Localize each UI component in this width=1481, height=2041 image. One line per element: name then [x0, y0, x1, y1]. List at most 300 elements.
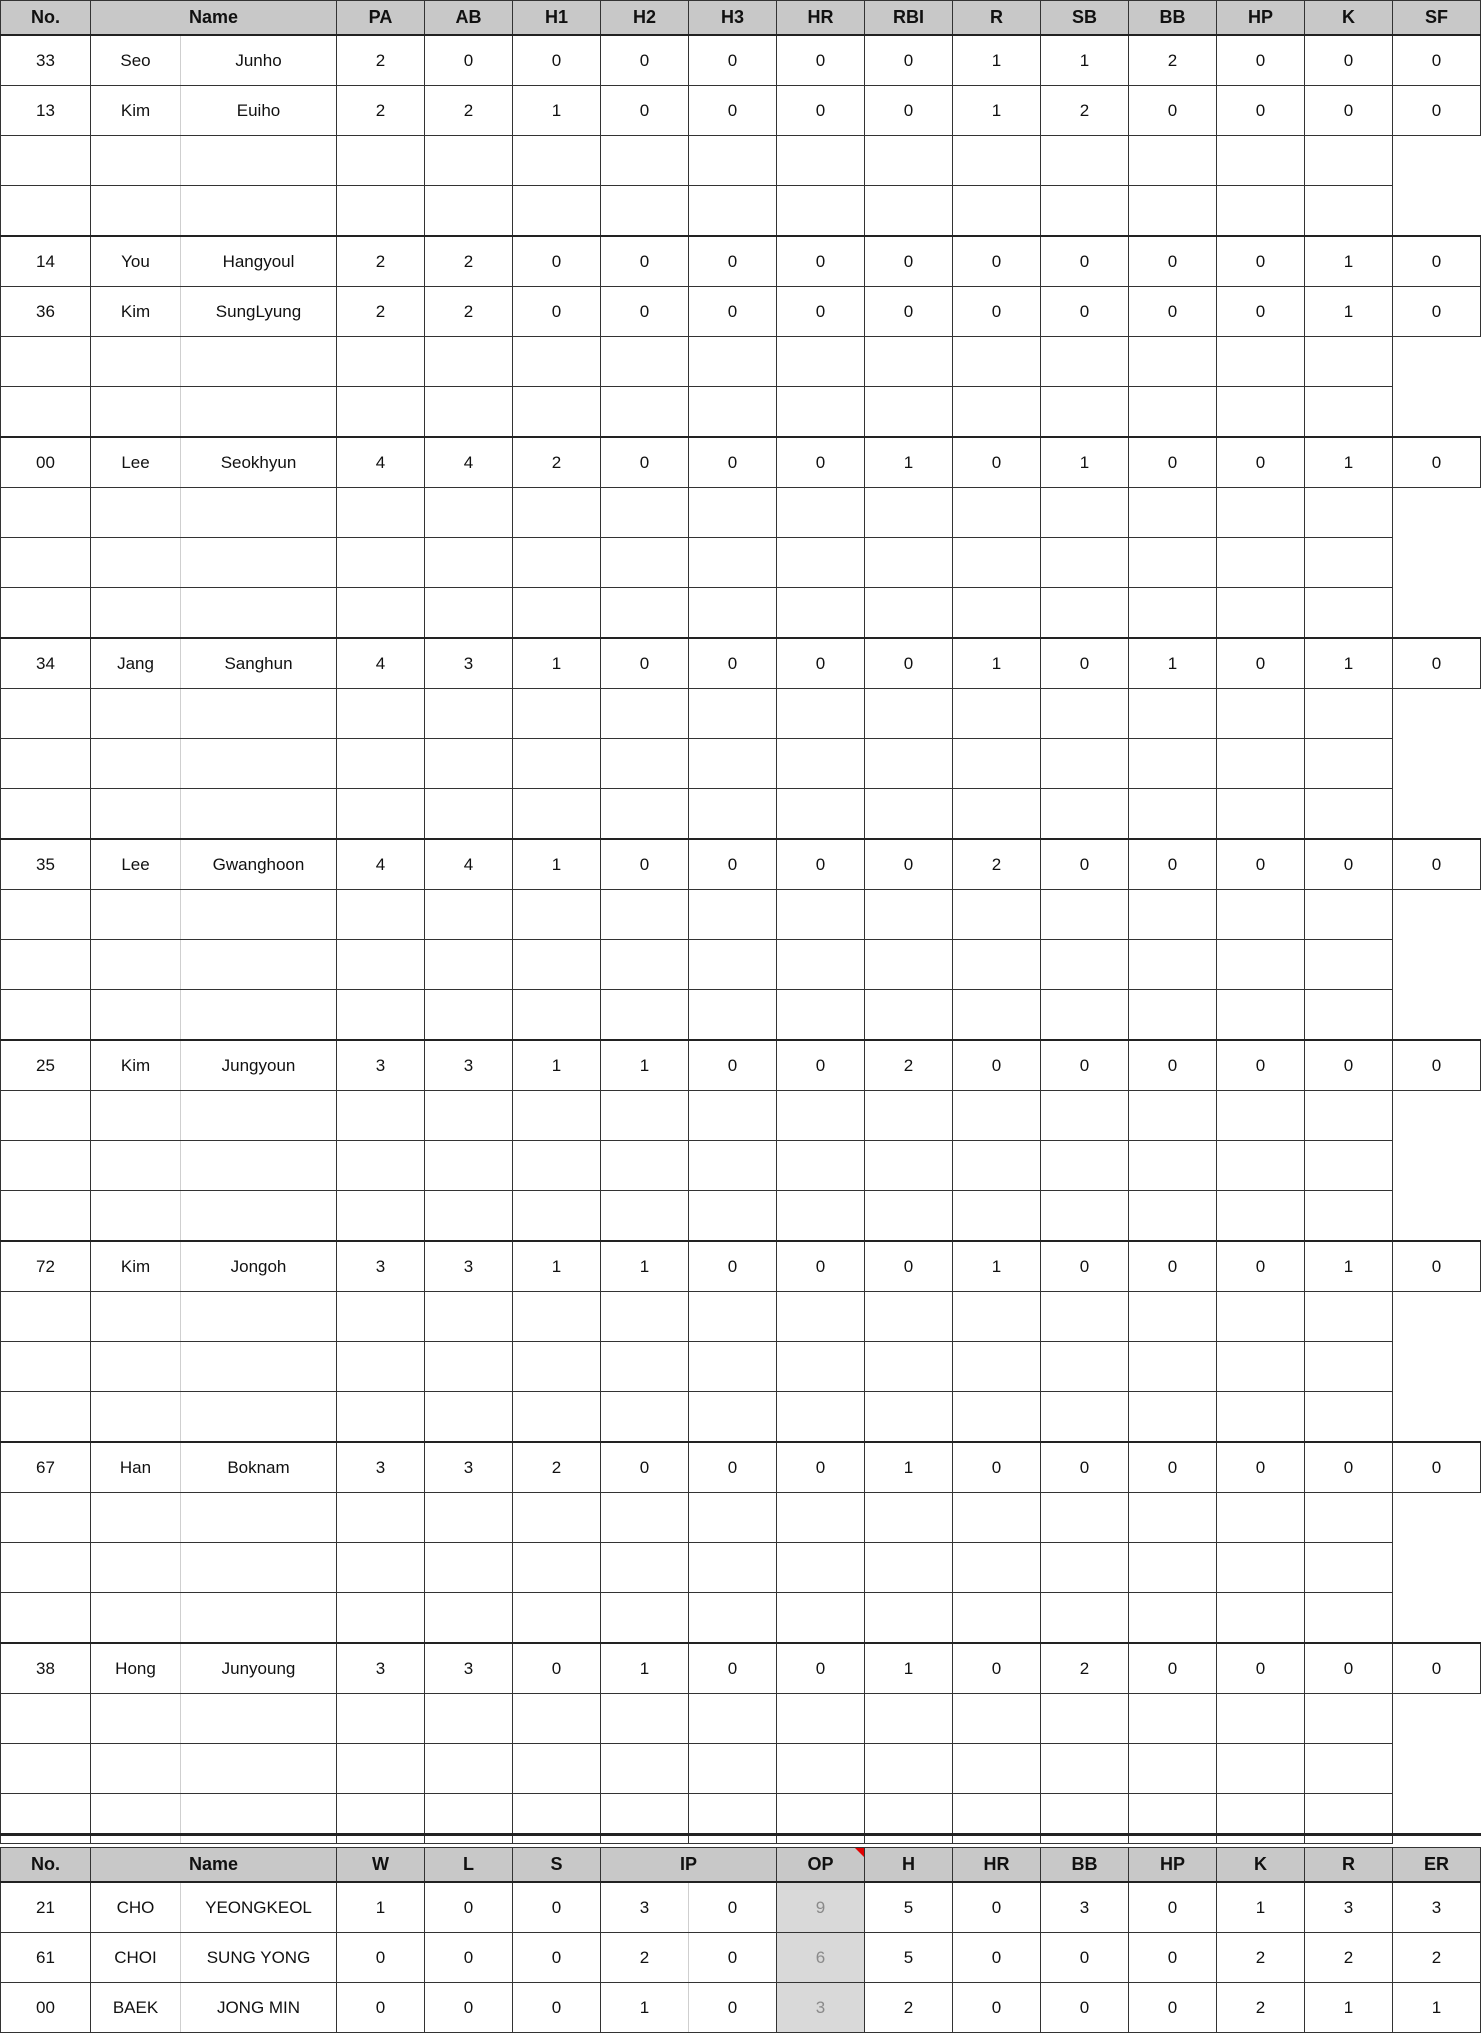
blank-cell — [425, 186, 513, 237]
blank-row — [1, 1493, 1481, 1543]
stat-hp: 0 — [1217, 638, 1305, 689]
stat-bb: 0 — [1129, 1643, 1217, 1694]
blank-cell — [337, 1794, 425, 1844]
player-last-name: Hong — [91, 1643, 181, 1694]
blank-cell — [1129, 1543, 1217, 1593]
blank-cell — [1041, 1493, 1129, 1543]
stat-h3: 0 — [689, 839, 777, 890]
blank-cell — [337, 538, 425, 588]
batting-col-ab: AB — [425, 1, 513, 36]
blank-cell — [777, 136, 865, 186]
blank-cell — [1217, 1392, 1305, 1443]
comment-indicator-icon[interactable] — [855, 1848, 864, 1857]
blank-cell — [1041, 990, 1129, 1041]
player-last-name: Seo — [91, 35, 181, 86]
blank-cell — [777, 890, 865, 940]
stat-h2: 0 — [601, 236, 689, 287]
blank-cell — [337, 1543, 425, 1593]
blank-cell — [865, 940, 953, 990]
blank-cell — [953, 739, 1041, 789]
blank-cell — [1, 337, 91, 387]
stat-h1: 2 — [513, 1442, 601, 1493]
blank-cell — [181, 488, 337, 538]
blank-cell — [337, 1292, 425, 1342]
blank-cell — [689, 538, 777, 588]
blank-cell — [865, 488, 953, 538]
pitcher-last-name: CHOI — [91, 1933, 181, 1983]
stat-op: 6 — [777, 1933, 865, 1983]
blank-cell — [1129, 1392, 1217, 1443]
blank-cell — [865, 1392, 953, 1443]
stat-hp: 0 — [1217, 1241, 1305, 1292]
stat-hr: 0 — [777, 86, 865, 136]
blank-cell — [1129, 739, 1217, 789]
blank-cell — [1, 890, 91, 940]
blank-cell — [513, 488, 601, 538]
stat-r: 0 — [953, 1643, 1041, 1694]
blank-cell — [601, 789, 689, 840]
blank-cell — [1041, 488, 1129, 538]
blank-cell — [1, 689, 91, 739]
blank-cell — [689, 387, 777, 438]
blank-cell — [337, 186, 425, 237]
blank-cell — [337, 1392, 425, 1443]
blank-cell — [181, 1593, 337, 1644]
stat-hr: 0 — [953, 1882, 1041, 1933]
stat-w: 1 — [337, 1882, 425, 1933]
blank-cell — [91, 1744, 181, 1794]
blank-cell — [337, 387, 425, 438]
player-last-name: Han — [91, 1442, 181, 1493]
blank-cell — [425, 1342, 513, 1392]
blank-cell — [601, 136, 689, 186]
blank-cell — [1217, 1191, 1305, 1242]
blank-cell — [777, 538, 865, 588]
blank-cell — [513, 136, 601, 186]
blank-cell — [689, 689, 777, 739]
blank-cell — [91, 940, 181, 990]
stat-s: 0 — [513, 1933, 601, 1983]
blank-cell — [953, 789, 1041, 840]
blank-cell — [425, 940, 513, 990]
blank-cell — [1041, 1392, 1129, 1443]
pitching-col-hr: HR — [953, 1848, 1041, 1883]
player-number: 14 — [1, 236, 91, 287]
blank-cell — [865, 337, 953, 387]
blank-cell — [865, 1694, 953, 1744]
blank-cell — [1129, 1744, 1217, 1794]
stat-r: 1 — [1305, 1983, 1393, 2033]
stat-ab: 4 — [425, 839, 513, 890]
batting-player-row — [1, 236, 1481, 287]
blank-cell — [425, 789, 513, 840]
stat-op: 3 — [777, 1983, 865, 2033]
blank-row — [1, 1342, 1481, 1392]
stat-h3: 0 — [689, 86, 777, 136]
blank-cell — [513, 890, 601, 940]
pitching-col-r: R — [1305, 1848, 1393, 1883]
blank-row — [1, 1543, 1481, 1593]
blank-cell — [181, 689, 337, 739]
stat-h1: 1 — [513, 638, 601, 689]
blank-cell — [337, 1342, 425, 1392]
blank-cell — [1305, 1694, 1393, 1744]
player-number: 34 — [1, 638, 91, 689]
blank-cell — [425, 488, 513, 538]
blank-cell — [425, 1593, 513, 1644]
blank-cell — [1041, 1694, 1129, 1744]
stat-k: 1 — [1305, 236, 1393, 287]
blank-cell — [601, 940, 689, 990]
pitching-col-l: L — [425, 1848, 513, 1883]
blank-cell — [1129, 789, 1217, 840]
blank-cell — [777, 1794, 865, 1844]
blank-cell — [1129, 186, 1217, 237]
stat-r: 0 — [953, 1442, 1041, 1493]
blank-cell — [425, 1141, 513, 1191]
batting-player-row — [1, 1040, 1481, 1091]
blank-cell — [777, 689, 865, 739]
blank-cell — [1, 739, 91, 789]
stat-k: 1 — [1305, 638, 1393, 689]
stat-rbi: 0 — [865, 287, 953, 337]
stat-pa: 4 — [337, 638, 425, 689]
batting-header — [1, 1, 1481, 36]
blank-cell — [1041, 1794, 1129, 1844]
blank-cell — [1041, 136, 1129, 186]
stat-sf: 0 — [1393, 236, 1481, 287]
batting-col-pa: PA — [337, 1, 425, 36]
blank-cell — [425, 387, 513, 438]
blank-cell — [1, 1794, 91, 1844]
pitching-col-bb: BB — [1041, 1848, 1129, 1883]
stat-pa: 4 — [337, 437, 425, 488]
blank-cell — [1217, 1593, 1305, 1644]
batting-col-sb: SB — [1041, 1, 1129, 36]
blank-cell — [513, 538, 601, 588]
stat-hr: 0 — [777, 236, 865, 287]
pitching-header-row — [1, 1848, 1481, 1883]
stat-h1: 0 — [513, 287, 601, 337]
blank-cell — [337, 1091, 425, 1141]
blank-cell — [777, 940, 865, 990]
blank-cell — [1217, 940, 1305, 990]
batting-col-r: R — [953, 1, 1041, 36]
blank-cell — [777, 488, 865, 538]
stat-hr: 0 — [777, 1040, 865, 1091]
stat-sf: 0 — [1393, 35, 1481, 86]
blank-cell — [91, 1141, 181, 1191]
batting-col-h3: H3 — [689, 1, 777, 36]
player-first-name: SungLyung — [181, 287, 337, 337]
blank-cell — [181, 1191, 337, 1242]
stat-sb: 0 — [1041, 839, 1129, 890]
blank-cell — [953, 940, 1041, 990]
blank-cell — [1, 990, 91, 1041]
blank-cell — [425, 689, 513, 739]
blank-row — [1, 1292, 1481, 1342]
stat-hp: 0 — [1217, 437, 1305, 488]
blank-cell — [865, 990, 953, 1041]
stat-bb: 0 — [1041, 1983, 1129, 2033]
blank-cell — [91, 789, 181, 840]
stat-rbi: 0 — [865, 35, 953, 86]
blank-cell — [337, 789, 425, 840]
player-first-name: Jungyoun — [181, 1040, 337, 1091]
blank-cell — [1129, 588, 1217, 639]
blank-cell — [1041, 1091, 1129, 1141]
batting-body — [1, 35, 1481, 1844]
stat-ab: 4 — [425, 437, 513, 488]
blank-cell — [1305, 1744, 1393, 1794]
blank-cell — [777, 1191, 865, 1242]
stat-h1: 0 — [513, 1643, 601, 1694]
stat-sf: 0 — [1393, 839, 1481, 890]
stat-h3: 0 — [689, 1241, 777, 1292]
blank-cell — [1305, 1292, 1393, 1342]
stat-rbi: 1 — [865, 1643, 953, 1694]
stat-r: 2 — [953, 839, 1041, 890]
blank-cell — [337, 1593, 425, 1644]
blank-cell — [1129, 136, 1217, 186]
stat-rbi: 0 — [865, 839, 953, 890]
blank-cell — [865, 1493, 953, 1543]
stat-pa: 3 — [337, 1643, 425, 1694]
blank-cell — [953, 1091, 1041, 1141]
stat-hr: 0 — [777, 839, 865, 890]
blank-cell — [1217, 136, 1305, 186]
blank-cell — [953, 990, 1041, 1041]
blank-cell — [1305, 1191, 1393, 1242]
blank-cell — [865, 1342, 953, 1392]
blank-cell — [689, 990, 777, 1041]
blank-cell — [1217, 1141, 1305, 1191]
blank-cell — [513, 1342, 601, 1392]
stat-hr: 0 — [953, 1983, 1041, 2033]
blank-row — [1, 1191, 1481, 1242]
blank-cell — [425, 1091, 513, 1141]
stat-ip-whole: 2 — [601, 1933, 689, 1983]
blank-cell — [1217, 990, 1305, 1041]
stat-hp: 0 — [1129, 1933, 1217, 1983]
pitching-body — [1, 1882, 1481, 2033]
stat-bb: 0 — [1129, 1040, 1217, 1091]
stat-h2: 1 — [601, 1040, 689, 1091]
pitching-player-row — [1, 1933, 1481, 1983]
blank-cell — [1, 387, 91, 438]
player-last-name: Kim — [91, 1241, 181, 1292]
pitching-player-row — [1, 1882, 1481, 1933]
blank-row — [1, 1744, 1481, 1794]
blank-cell — [425, 1744, 513, 1794]
blank-cell — [181, 1543, 337, 1593]
blank-cell — [1129, 1091, 1217, 1141]
blank-cell — [1305, 337, 1393, 387]
blank-cell — [1129, 387, 1217, 438]
blank-cell — [513, 1794, 601, 1844]
player-last-name: Kim — [91, 86, 181, 136]
blank-cell — [1217, 1091, 1305, 1141]
blank-cell — [777, 1342, 865, 1392]
blank-cell — [181, 1794, 337, 1844]
blank-cell — [689, 1392, 777, 1443]
blank-cell — [1041, 1191, 1129, 1242]
blank-cell — [601, 689, 689, 739]
batting-col-no: No. — [1, 1, 91, 36]
stat-hp: 0 — [1217, 287, 1305, 337]
blank-cell — [601, 588, 689, 639]
stat-h3: 0 — [689, 437, 777, 488]
blank-cell — [1129, 1593, 1217, 1644]
stat-h3: 0 — [689, 35, 777, 86]
blank-cell — [1129, 1141, 1217, 1191]
blank-cell — [601, 1593, 689, 1644]
blank-cell — [601, 1141, 689, 1191]
blank-cell — [1217, 689, 1305, 739]
blank-cell — [425, 1694, 513, 1744]
blank-cell — [953, 1292, 1041, 1342]
blank-cell — [953, 1141, 1041, 1191]
blank-cell — [425, 1191, 513, 1242]
blank-cell — [181, 940, 337, 990]
stat-w: 0 — [337, 1933, 425, 1983]
blank-cell — [513, 1091, 601, 1141]
blank-cell — [689, 1292, 777, 1342]
blank-cell — [91, 1543, 181, 1593]
stat-hr: 0 — [777, 35, 865, 86]
blank-cell — [1217, 1543, 1305, 1593]
blank-cell — [1, 186, 91, 237]
blank-cell — [181, 1141, 337, 1191]
player-number: 36 — [1, 287, 91, 337]
blank-cell — [425, 1292, 513, 1342]
pitcher-last-name: BAEK — [91, 1983, 181, 2033]
stat-ab: 3 — [425, 1643, 513, 1694]
blank-cell — [777, 1392, 865, 1443]
blank-cell — [1217, 739, 1305, 789]
blank-cell — [1305, 1543, 1393, 1593]
stat-hp: 0 — [1217, 1442, 1305, 1493]
stat-ab: 3 — [425, 1442, 513, 1493]
stat-hp: 0 — [1217, 86, 1305, 136]
blank-cell — [777, 337, 865, 387]
stat-k: 0 — [1305, 35, 1393, 86]
blank-cell — [181, 387, 337, 438]
stat-rbi: 0 — [865, 638, 953, 689]
blank-cell — [777, 1593, 865, 1644]
blank-cell — [1, 1392, 91, 1443]
blank-cell — [425, 538, 513, 588]
blank-cell — [425, 136, 513, 186]
blank-cell — [689, 337, 777, 387]
blank-cell — [513, 1493, 601, 1543]
blank-cell — [513, 1593, 601, 1644]
batting-player-row — [1, 1442, 1481, 1493]
stat-h3: 0 — [689, 1643, 777, 1694]
stat-hr: 0 — [777, 638, 865, 689]
blank-cell — [1217, 337, 1305, 387]
blank-cell — [689, 588, 777, 639]
blank-cell — [91, 990, 181, 1041]
stat-hr: 0 — [777, 1442, 865, 1493]
stat-sb: 0 — [1041, 287, 1129, 337]
blank-cell — [1129, 1694, 1217, 1744]
blank-cell — [181, 186, 337, 237]
stat-h1: 0 — [513, 236, 601, 287]
blank-cell — [1, 789, 91, 840]
stat-l: 0 — [425, 1983, 513, 2033]
blank-cell — [1305, 1392, 1393, 1443]
blank-cell — [953, 588, 1041, 639]
batting-player-row — [1, 638, 1481, 689]
pitching-col-er: ER — [1393, 1848, 1481, 1883]
stat-r: 1 — [953, 35, 1041, 86]
blank-row — [1, 789, 1481, 840]
blank-cell — [1041, 1141, 1129, 1191]
blank-cell — [953, 1744, 1041, 1794]
blank-cell — [337, 1694, 425, 1744]
blank-cell — [1217, 1493, 1305, 1543]
blank-row — [1, 186, 1481, 237]
stat-k: 0 — [1305, 1442, 1393, 1493]
stat-sf: 0 — [1393, 638, 1481, 689]
pitching-col-op — [777, 1848, 865, 1883]
blank-cell — [181, 337, 337, 387]
stat-sb: 1 — [1041, 437, 1129, 488]
blank-cell — [91, 1342, 181, 1392]
blank-row — [1, 538, 1481, 588]
blank-row — [1, 890, 1481, 940]
blank-cell — [865, 1091, 953, 1141]
blank-cell — [777, 1744, 865, 1794]
stat-hp: 0 — [1129, 1882, 1217, 1933]
blank-cell — [91, 1292, 181, 1342]
stat-h1: 1 — [513, 86, 601, 136]
stat-bb: 1 — [1129, 638, 1217, 689]
pitcher-first-name: YEONGKEOL — [181, 1882, 337, 1933]
blank-cell — [1129, 1493, 1217, 1543]
blank-cell — [513, 1141, 601, 1191]
blank-cell — [337, 1141, 425, 1191]
stat-rbi: 2 — [865, 1040, 953, 1091]
blank-cell — [425, 1392, 513, 1443]
player-last-name: Kim — [91, 287, 181, 337]
blank-cell — [777, 1091, 865, 1141]
stat-ip-whole: 1 — [601, 1983, 689, 2033]
blank-cell — [337, 1744, 425, 1794]
blank-cell — [181, 1292, 337, 1342]
stat-s: 0 — [513, 1983, 601, 2033]
blank-cell — [953, 1543, 1041, 1593]
batting-col-hp: HP — [1217, 1, 1305, 36]
blank-cell — [513, 588, 601, 639]
blank-cell — [1217, 488, 1305, 538]
stat-pa: 2 — [337, 236, 425, 287]
stat-h: 5 — [865, 1933, 953, 1983]
stat-er: 3 — [1393, 1882, 1481, 1933]
blank-cell — [689, 739, 777, 789]
batting-col-sf: SF — [1393, 1, 1481, 36]
stat-bb: 0 — [1129, 236, 1217, 287]
stat-bb: 0 — [1041, 1933, 1129, 1983]
blank-cell — [777, 1493, 865, 1543]
stat-r: 3 — [1305, 1882, 1393, 1933]
blank-cell — [181, 890, 337, 940]
stat-ab: 2 — [425, 86, 513, 136]
stat-pa: 4 — [337, 839, 425, 890]
blank-cell — [1041, 186, 1129, 237]
pitching-col-s: S — [513, 1848, 601, 1883]
